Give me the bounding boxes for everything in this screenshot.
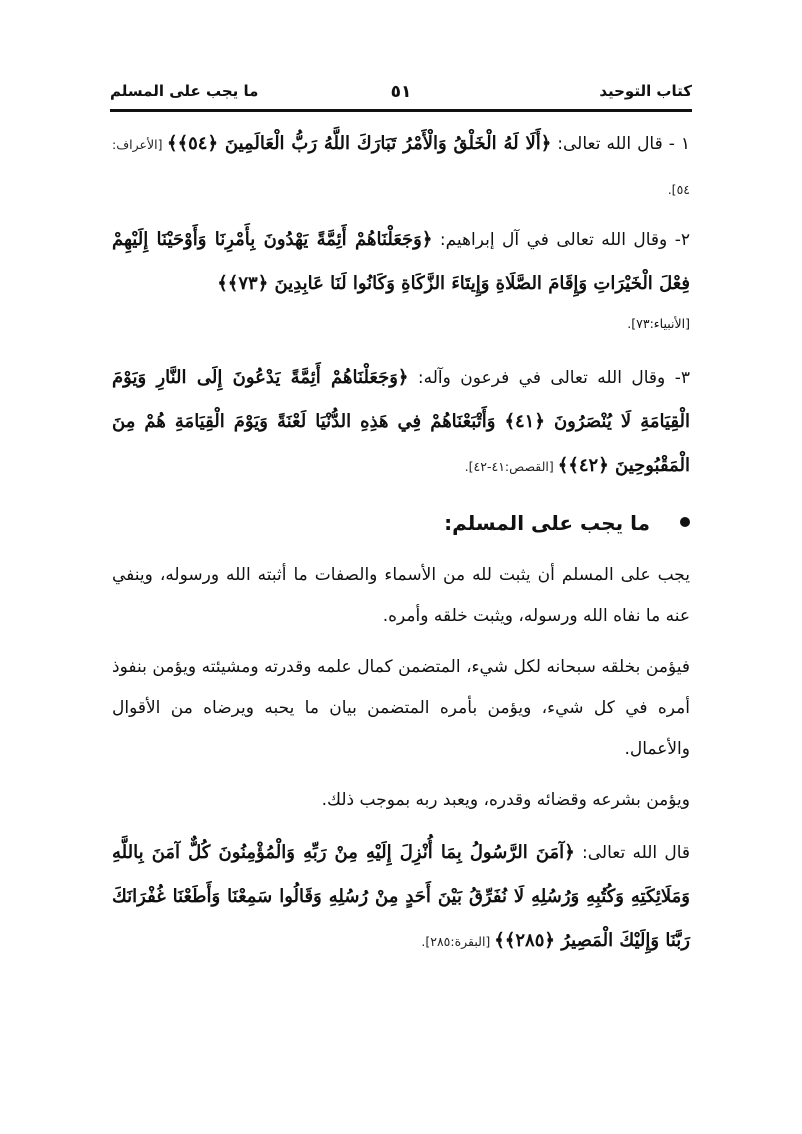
verse-reference: [القصص:٤١-٤٢]. — [464, 459, 558, 474]
page-content — [112, 122, 690, 970]
quran-verse: ﴿وَجَعَلْنَاهُمْ أَئِمَّةً يَهْدُونَ بِأَمْرِنَا وَأَوْحَيْنَا إِلَيْهِمْ فِعْلَ الْخَيْرَاتِ وَإِقَامَ الصَّلَاةِ وَإِيتَاءَ الزَّكَاةِ وَكَانُوا لَنَا عَابِدِينَ ﴿٧٣﴾﴾ — [112, 229, 690, 294]
evidence-intro: ٣- وقال الله تعالى في فرعون وآله: — [408, 368, 690, 388]
evidence-intro: قال الله تعالى: — [574, 843, 691, 863]
quran-verse: ﴿آمَنَ الرَّسُولُ بِمَا أُنْزِلَ إِلَيْهِ مِنْ رَبِّهِ وَالْمُؤْمِنُونَ كُلٌّ آمَنَ بِاللَّهِ وَمَلَائِكَتِهِ وَكُتُبِهِ وَرُسُلِهِ لَا نُفَرِّقُ بَيْنَ أَحَدٍ مِنْ رُسُلِهِ وَقَالُوا سَمِعْنَا وَأَطَعْنَا غُفْرَانَكَ رَبَّنَا وَإِلَيْكَ الْمَصِيرُ ﴿٢٨٥﴾﴾ — [112, 842, 690, 951]
section-heading-text: ما يجب على المسلم: — [444, 511, 650, 535]
evidence-intro: ١ - قال الله تعالى: — [551, 134, 690, 154]
body-paragraph-1: يجب على المسلم أن يثبت لله من الأسماء والصفات ما أثبته الله ورسوله، وينفي عنه ما نفاه الله ورسوله، ويثبت خلقه وأمره. — [112, 565, 690, 626]
body-paragraph-3: ويؤمن بشرعه وقضائه وقدره، ويعبد ربه بموجب ذلك. — [321, 790, 690, 810]
evidence-item-2 — [112, 218, 690, 306]
evidence-intro: ٢- وقال الله تعالى في آل إبراهيم: — [432, 230, 691, 250]
section-heading — [112, 503, 690, 543]
chapter-title: ما يجب على المسلم — [110, 82, 259, 100]
evidence-item-1 — [112, 122, 690, 212]
verse-reference: [الأعراف: ٥٤]. — [112, 137, 690, 197]
page-header — [110, 82, 692, 108]
quran-verse: ﴿أَلَا لَهُ الْخَلْقُ وَالْأَمْرُ تَبَارَكَ اللَّهُ رَبُّ الْعَالَمِينَ ﴿٥٤﴾﴾ — [167, 133, 552, 154]
verse-reference: [البقرة:٢٨٥]. — [421, 934, 495, 949]
quran-verse: ﴿وَجَعَلْنَاهُمْ أَئِمَّةً يَدْعُونَ إِلَى النَّارِ وَيَوْمَ الْقِيَامَةِ لَا يُنْصَرُونَ ﴿٤١﴾ وَأَتْبَعْنَاهُمْ فِي هَذِهِ الدُّنْيَا لَعْنَةً وَيَوْمَ الْقِيَامَةِ هُمْ مِنَ الْمَقْبُوحِينَ ﴿٤٢﴾﴾ — [112, 367, 690, 476]
body-paragraph-2: فيؤمن بخلقه سبحانه لكل شيء، المتضمن كمال علمه وقدرته ومشيئته ويؤمن بنفوذ أمره في كل شيء، ويؤمن بأمره المتضمن بيان ما يحبه ويرضاه من الأقوال والأعمال. — [112, 657, 690, 759]
bullet-icon — [680, 517, 690, 527]
evidence-item-3 — [112, 356, 690, 489]
page-number: ٥١ — [390, 82, 412, 102]
verse-reference: [الأنبياء:٧٣]. — [627, 316, 690, 331]
book-title: كتاب التوحيد — [599, 82, 692, 100]
header-divider — [110, 109, 692, 112]
final-evidence — [112, 831, 690, 964]
